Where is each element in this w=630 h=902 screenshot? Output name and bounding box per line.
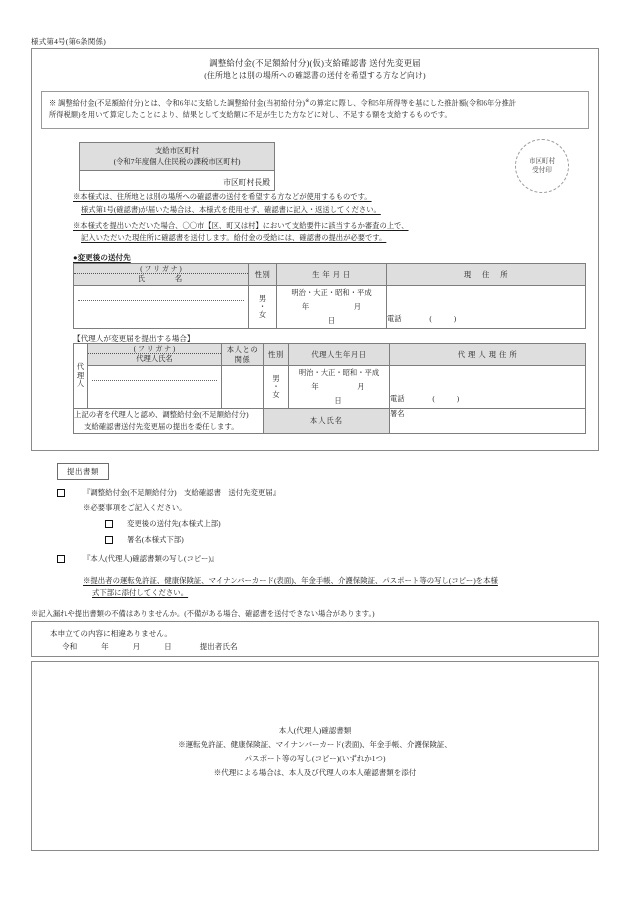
attachment-line3: ※代理による場合は、本人及び代理人の本人確認書類を添付 <box>213 767 417 777</box>
agent-relation-input[interactable] <box>222 366 264 409</box>
municipality-header-line1: 支給市区町村 <box>154 146 200 155</box>
agent-gender-options: 男 ・ 女 <box>272 373 280 399</box>
document-title-sub: (住所地とは別の場所への確認書の送付を希望する方など向け) <box>204 71 426 81</box>
attachment-line1: ※運転免許証、健康保険証、マイナンバーカード(表面)、年金手帳、介護保険証、 <box>178 739 452 749</box>
documents-sub1: 変更後の送付先(本様式上部) <box>127 518 221 528</box>
list-item <box>57 553 557 566</box>
document-title <box>32 57 598 82</box>
table-row <box>74 264 586 286</box>
destination-dob-header: 生 年 月 日 <box>277 264 387 286</box>
table-row <box>74 366 586 409</box>
usage-note-3: 記入いただいた現住所に確認書を送付します。給付金の受給には、確認書の提出が必要です。 <box>81 233 387 243</box>
usage-notes <box>73 191 593 248</box>
table-row <box>74 286 586 329</box>
destination-furigana-header: ( フ リ ガ ナ ) <box>74 264 248 274</box>
documents-sub2: 署名(本様式下部) <box>127 534 184 544</box>
destination-address-input[interactable] <box>387 286 586 329</box>
checkbox-destination-filled[interactable] <box>105 520 113 528</box>
delegation-line1: 上記の者を代理人と認め、調整給付金(不足額給付分) <box>74 409 249 419</box>
documents-checklist <box>57 487 557 603</box>
agent-name-header-cell <box>88 344 222 366</box>
delegation-line2: 支給確認書送付先変更届の提出を委任します。 <box>84 421 239 431</box>
destination-gender-input[interactable] <box>249 286 277 329</box>
main-form-frame <box>31 48 599 451</box>
municipality-mayor-label: 市区町村長殿 <box>79 171 275 191</box>
list-item <box>57 518 557 531</box>
signature-label: 署名 <box>390 408 405 418</box>
documents-item2-note-l2: 式下部に添付してください。 <box>92 588 189 598</box>
agent-address-header: 代 理 人 現 住 所 <box>390 344 586 366</box>
agent-gender-header: 性別 <box>264 344 289 366</box>
notice-line1b: の算定に際し、令和5年所得等を基にした推計額(令和6年分推計 <box>309 99 517 108</box>
form-number: 様式第4号(第6条関係) <box>31 37 106 46</box>
destination-name-input[interactable] <box>74 286 249 329</box>
declaration-date-row[interactable] <box>50 640 238 653</box>
table-row <box>74 408 586 433</box>
signature-input[interactable] <box>390 408 586 433</box>
documents-item1-note: ※必要事項をご記入ください。 <box>83 502 187 512</box>
declaration-year: 年 <box>101 642 109 652</box>
destination-table <box>73 263 586 329</box>
declaration-day: 日 <box>164 642 172 652</box>
list-item <box>57 487 557 500</box>
destination-gender-options: 男 ・ 女 <box>258 293 267 319</box>
notice-line1: ※ 調整給付金(不足額給付分)とは、令和6年に支給した調整給付金(当初給付分) <box>49 99 306 108</box>
notice-line2: 所得税額)を用いて算定したことにより、結果として支給額に不足が生じた方などに対し、不足する額を支給するものです。 <box>49 111 452 120</box>
usage-note-1: 様式第1号(確認書)が届いた場合は、本様式を使用せず、確認書に記入・返送してください。 <box>81 204 381 214</box>
destination-name-header-cell <box>74 264 249 286</box>
agent-gender-input[interactable] <box>264 366 289 409</box>
destination-address-header: 現 住 所 <box>387 264 586 286</box>
principal-name-label: 本人氏名 <box>264 408 390 433</box>
attachment-area[interactable] <box>31 661 599 851</box>
declaration-submitter-label: 提出者氏名 <box>199 642 238 652</box>
receipt-stamp-circle <box>515 139 569 193</box>
documents-section-label: 提出書類 <box>57 463 109 480</box>
usage-note-2: ※本様式を提出いただいた場合、〇〇市【区、町又は村】において支給要件に該当するか審査の上で、 <box>73 220 409 230</box>
agent-vertical-label: 代 理 人 <box>74 344 88 409</box>
agent-table <box>73 343 586 434</box>
destination-date-units: 年 月 日 <box>301 301 406 325</box>
delegation-statement <box>74 408 264 433</box>
declaration-line1: 本申立ての内容に相違ありません。 <box>50 629 172 638</box>
notice-superscript: ※ <box>305 98 310 105</box>
declaration-box <box>31 621 599 657</box>
attachment-instructions <box>32 662 598 780</box>
agent-furigana-header: ( フ リ ガ ナ ) <box>88 344 221 354</box>
destination-era-options: 明治・大正・昭和・平成 <box>291 288 372 297</box>
destination-tel-paren: ( ) <box>429 313 457 323</box>
agent-relation-header-l2: 関係 <box>234 354 251 364</box>
destination-tel-label: 電話 <box>387 313 402 323</box>
attachment-title: 本人(代理人)確認書類 <box>278 726 352 735</box>
agent-tel-label: 電話 <box>390 393 405 403</box>
documents-item2-note-l1: ※提出者の運転免許証、健康保険証、マイナンバーカード(表面)、年金手帳、介護保険証、パスポート等の写し(コピー)を本様 <box>83 576 498 586</box>
documents-item2: 『本人(代理人)確認書類の写し(コピー)』 <box>83 554 219 564</box>
section-heading-agent: 【代理人が変更届を提出する場合】 <box>73 334 195 343</box>
checkbox-signature-filled[interactable] <box>105 536 113 544</box>
agent-dob-header: 代理人生年月日 <box>289 344 390 366</box>
documents-item1: 『調整給付金(不足額給付分) 支給確認書 送付先変更届』 <box>83 488 281 497</box>
document-title-main: 調整給付金(不足額給付分)(仮)支給確認書 送付先変更届 <box>209 59 421 68</box>
notice-box <box>41 91 589 129</box>
municipality-box <box>79 142 275 191</box>
municipality-header <box>79 142 275 171</box>
completeness-note: ※記入漏れや提出書類の不備はありませんか。(不備がある場合、確認書を送付できない場合があります。) <box>31 609 375 618</box>
agent-name-input[interactable] <box>88 366 222 409</box>
receipt-stamp-line1: 市区町村 <box>528 157 556 165</box>
receipt-stamp-line2: 受付印 <box>532 167 552 174</box>
usage-note-0: ※本様式は、住所地とは別の場所への確認書の送付を希望する方などが使用するものです。 <box>73 192 372 201</box>
section-heading-destination: ●変更後の送付先 <box>73 253 131 262</box>
municipality-header-line2: (令和7年度個人住民税の課税市区町村) <box>113 157 241 167</box>
agent-era-options: 明治・大正・昭和・平成 <box>298 368 380 377</box>
checkbox-form-submission[interactable] <box>57 489 65 497</box>
agent-date-units: 年 月 日 <box>311 381 404 405</box>
declaration-era: 令和 <box>62 642 78 652</box>
agent-tel-paren: ( ) <box>432 393 460 403</box>
destination-gender-header: 性別 <box>249 264 277 286</box>
declaration-month: 月 <box>132 642 141 652</box>
agent-relation-header <box>222 344 264 366</box>
agent-address-input[interactable] <box>390 366 586 409</box>
table-row <box>74 344 586 366</box>
destination-name-header: 氏 名 <box>74 274 248 285</box>
agent-name-header: 代理人氏名 <box>88 354 221 365</box>
checkbox-identity-copy[interactable] <box>57 555 65 563</box>
attachment-line2: パスポート等の写し(コピー)(いずれか1つ) <box>244 753 386 763</box>
agent-relation-header-l1: 本人との <box>226 344 259 354</box>
list-item <box>57 534 557 547</box>
documents-item2-note <box>57 575 557 599</box>
